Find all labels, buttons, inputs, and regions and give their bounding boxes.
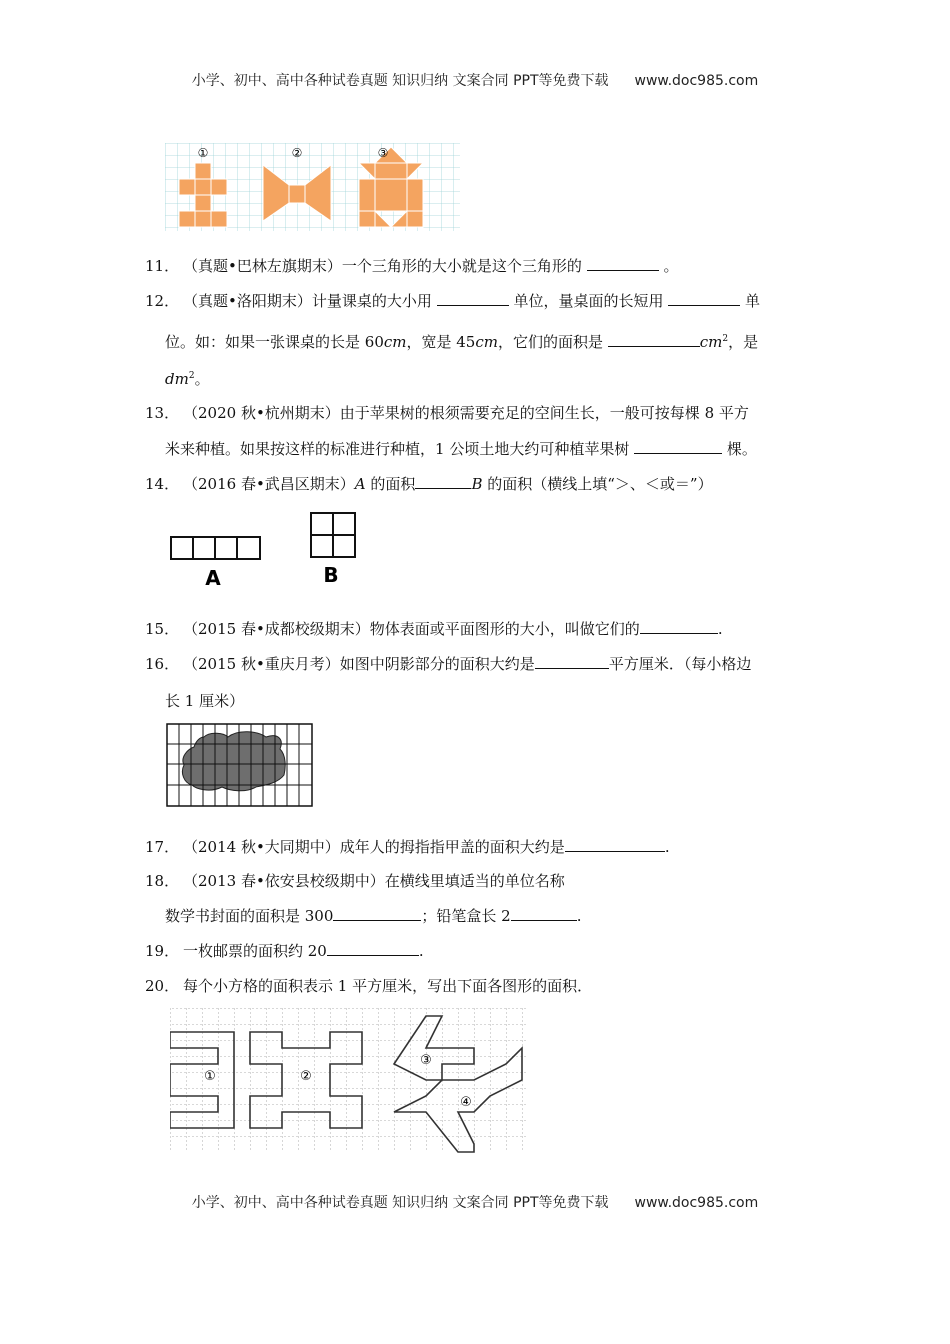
question-18 xyxy=(145,871,815,891)
q12-text-2: 单位，量桌面的长短用 xyxy=(513,292,664,310)
q19-text: 一枚邮票的面积约 20 xyxy=(183,942,327,960)
question-12-line-3 xyxy=(165,366,210,389)
question-13-line-2 xyxy=(165,439,757,459)
q11-source: （真题•巴林左旗期末） xyxy=(183,257,342,275)
q13-text-3: 棵。 xyxy=(726,440,757,458)
figure-shaded-area xyxy=(166,723,314,809)
q12-unit-1: cm xyxy=(383,333,407,351)
q11-answer-blank[interactable] xyxy=(587,256,659,271)
shape-1-label: ① xyxy=(204,1069,216,1084)
q12-sup-1: 2 xyxy=(722,334,729,344)
question-19 xyxy=(145,941,815,961)
q20-text: 每个小方格的面积表示 1 平方厘米，写出下面各图形的面积． xyxy=(183,977,593,995)
shape-1-label: ① xyxy=(197,146,209,160)
shape-4-label: ④ xyxy=(460,1095,472,1110)
q12-text-7: ，是 xyxy=(728,333,759,351)
q13-text-1: 由于苹果树的根须需要充足的空间生长，一般可按每棵 8 平方 xyxy=(339,404,749,422)
figure-symmetry-shapes xyxy=(165,143,460,231)
page-header xyxy=(0,70,950,90)
q20-number: 20． xyxy=(145,977,180,995)
header-text: 小学、初中、高中各种试卷真题 知识归纳 文案合同 PPT等免费下载 xyxy=(191,73,609,89)
q16-number: 16． xyxy=(145,655,180,673)
q14-a: A xyxy=(354,475,366,493)
question-17 xyxy=(145,837,815,857)
q18-blank-1[interactable] xyxy=(333,906,421,921)
q19-blank[interactable] xyxy=(327,941,419,956)
q12-source: （真题•洛阳期末） xyxy=(183,292,312,310)
figure-grid-shapes xyxy=(170,1008,530,1154)
shape-3-label: ③ xyxy=(377,146,389,160)
q11-end: 。 xyxy=(663,257,679,275)
question-15 xyxy=(145,619,815,639)
question-20 xyxy=(145,976,815,996)
q13-blank[interactable] xyxy=(634,439,722,454)
q18-end: . xyxy=(576,907,582,925)
q13-number: 13． xyxy=(145,404,180,422)
q18-text-2: ；铅笔盒长 2 xyxy=(421,907,511,925)
label-a: A xyxy=(205,566,221,590)
shape-b xyxy=(311,513,355,557)
shape-2-label: ② xyxy=(300,1069,312,1084)
question-14 xyxy=(145,474,815,494)
q17-number: 17． xyxy=(145,838,180,856)
header-site: www.doc985.com xyxy=(634,73,759,89)
question-11 xyxy=(145,256,815,276)
q16-text-1: 如图中阴影部分的面积大约是 xyxy=(339,655,535,673)
shape-2-label: ② xyxy=(291,146,303,160)
q12-text-6: ，它们的面积是 xyxy=(497,333,603,351)
q14-text-1: 的面积 xyxy=(370,475,416,493)
q19-end: . xyxy=(418,942,424,960)
shape-a xyxy=(171,537,260,559)
q15-number: 15． xyxy=(145,620,180,638)
q13-text-2: 米来种植。如果按这样的标准进行种植，1 公顷土地大约可种植苹果树 xyxy=(165,440,630,458)
q12-text-3: 单 xyxy=(745,292,761,310)
q12-text-5: ，宽是 45 xyxy=(406,333,476,351)
figure-a-b xyxy=(165,505,365,590)
q18-blank-2[interactable] xyxy=(511,906,577,921)
q12-blank-1[interactable] xyxy=(437,291,509,306)
q11-text: 一个三角形的大小就是这个三角形的 xyxy=(341,257,582,275)
question-18-line-2 xyxy=(165,906,582,926)
q16-text-3: 长 1 厘米） xyxy=(165,692,245,710)
q12-sup-2: 2 xyxy=(188,371,195,381)
q15-source: （2015 春•成都校级期末） xyxy=(183,620,370,638)
q18-number: 18． xyxy=(145,872,180,890)
q18-text-1: 数学书封面的面积是 300 xyxy=(165,907,334,925)
q18-text: 在横线里填适当的单位名称 xyxy=(384,872,565,890)
q14-text-2: 的面积（横线上填“＞、＜或＝”） xyxy=(487,475,713,493)
q16-source: （2015 秋•重庆月考） xyxy=(183,655,340,673)
question-16 xyxy=(145,654,815,674)
q15-blank[interactable] xyxy=(640,619,718,634)
q17-source: （2014 秋•大同期中） xyxy=(183,838,340,856)
q15-end: . xyxy=(717,620,723,638)
q11-number: 11． xyxy=(145,257,180,275)
q13-source: （2020 秋•杭州期末） xyxy=(183,404,340,422)
q17-blank[interactable] xyxy=(565,837,665,852)
q19-number: 19． xyxy=(145,942,180,960)
question-16-line-2 xyxy=(165,691,244,711)
page-footer xyxy=(0,1192,950,1212)
q18-source: （2013 春•依安县校级期中） xyxy=(183,872,385,890)
q12-text-8: 。 xyxy=(194,370,210,388)
footer-text: 小学、初中、高中各种试卷真题 知识归纳 文案合同 PPT等免费下载 xyxy=(191,1195,609,1211)
shaded-region xyxy=(182,732,285,791)
q16-text-2: 平方厘米．（每小格边 xyxy=(608,655,752,673)
footer-site: www.doc985.com xyxy=(634,1195,759,1211)
q15-text: 物体表面或平面图形的大小，叫做它们的 xyxy=(369,620,640,638)
label-b: B xyxy=(323,563,339,587)
q14-source: （2016 春•武昌区期末） xyxy=(183,475,355,493)
q12-unit-2: cm xyxy=(475,333,498,351)
question-13 xyxy=(145,403,815,423)
q12-blank-3[interactable] xyxy=(608,332,700,347)
q17-end: . xyxy=(664,838,670,856)
q12-blank-2[interactable] xyxy=(668,291,740,306)
q17-text: 成年人的拇指指甲盖的面积大约是 xyxy=(339,838,565,856)
q12-text-1: 计量课桌的大小用 xyxy=(311,292,432,310)
q12-unit-4: dm xyxy=(165,370,189,388)
q14-b: B xyxy=(471,475,483,493)
q14-number: 14． xyxy=(145,475,180,493)
question-12-line-2 xyxy=(165,329,758,352)
q12-text-4: 位。如：如果一张课桌的长是 60 xyxy=(165,333,384,351)
question-12 xyxy=(145,291,815,311)
shape-3-label: ③ xyxy=(420,1053,432,1068)
q12-unit-3: cm xyxy=(699,333,723,351)
q16-blank[interactable] xyxy=(535,654,609,669)
q14-blank[interactable] xyxy=(415,474,471,489)
q12-number: 12． xyxy=(145,292,180,310)
